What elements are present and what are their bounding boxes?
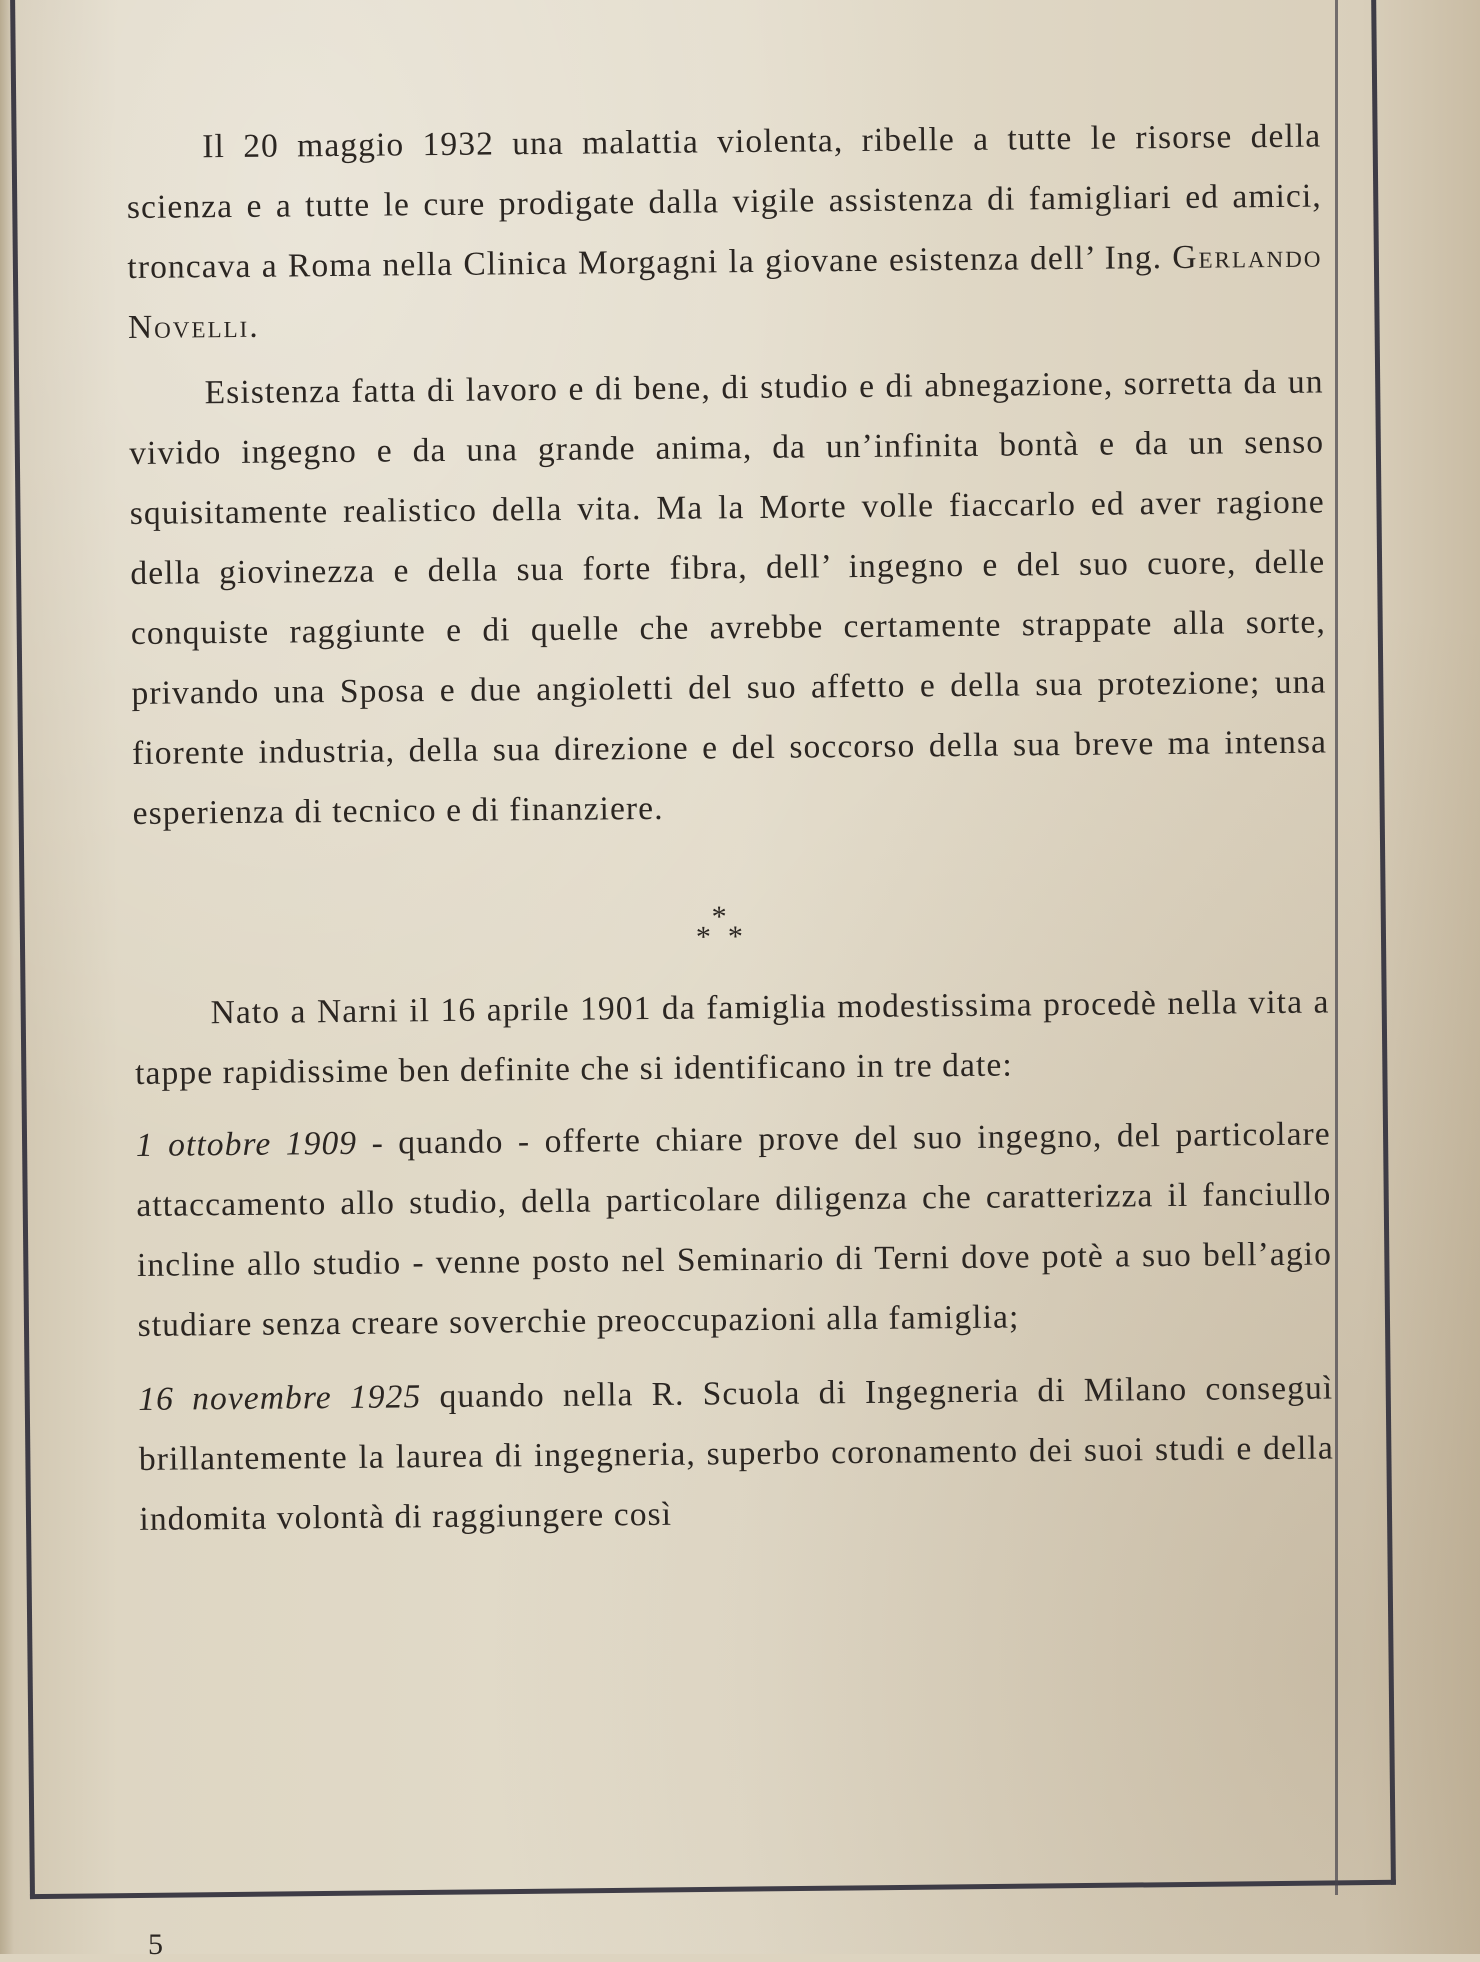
asterism-star-left: * xyxy=(695,920,713,954)
paragraph-life-description: Esistenza fatta di lavoro e di bene, di studio e di abnegazione, sorretta da un vivido ingegno e da una grande anima, da un’infinita bontà e da un senso squisitamente realistico della vita. Ma la Morte volle fiaccarlo ed aver ragione della giovinezza e della sua forte fibra, dell’ ingegno e del suo cuore, delle conquiste raggiunte e di quelle che avrebbe certamente strappate alla sorte, privando una Sposa e due angioletti del suo affetto e della sua protezione; una fiorente industria, della sua direzione e del soccorso della sua breve ma intensa esperienza di tecnico e di finanziere. xyxy=(129,363,1328,832)
paragraph-death-notice-text: Il 20 maggio 1932 una malattia violenta, ribelle a tutte le risorse della scienza e a tutte le cure prodigate dalla vigile assistenza di famigliari ed amici, troncava a Roma nella Clinica Morgagni la giovane esistenza dell’ Ing. xyxy=(126,117,1322,286)
date-1925: 16 novembre 1925 xyxy=(138,1378,422,1418)
deceased-name: Gerlando Novelli xyxy=(127,237,1323,346)
paragraph-death-notice xyxy=(126,107,1323,358)
page-gutter-shadow xyxy=(0,0,14,1954)
paragraph-date-seminary-text: - quando - offerte chiare prove del suo ingegno, del particolare attaccamento allo studio, della particolare diligenza che caratterizza il fanciullo incline allo studio - venne posto nel Seminario di Terni dove potè a suo bell’agio studiare senza creare soverchie preoccupazioni alla famiglia; xyxy=(136,1115,1333,1344)
paragraph-date-degree xyxy=(138,1358,1335,1549)
asterism-separator xyxy=(133,838,1329,983)
asterism-star-top: * xyxy=(711,900,728,934)
paragraph-date-degree-text: quando nella R. Scuola di Ingegneria di Milano conseguì brillantemente la laurea di ingegneria, superbo coronamento dei suoi studi e della indomita volontà di raggiungere così xyxy=(138,1369,1334,1538)
page-text-block xyxy=(126,107,1335,1564)
page-number: 5 xyxy=(148,1928,163,1961)
asterism-star-right: * xyxy=(727,920,745,954)
paragraph-date-seminary xyxy=(136,1104,1333,1355)
paragraph-birth: Nato a Narni il 16 aprile 1901 da famiglia modestissima procedè nella vita a tappe rapidissime ben definite che si identificano in tre date: xyxy=(134,983,1330,1092)
paragraph-death-notice-end: . xyxy=(249,307,259,345)
date-1909: 1 ottobre 1909 xyxy=(135,1124,358,1164)
